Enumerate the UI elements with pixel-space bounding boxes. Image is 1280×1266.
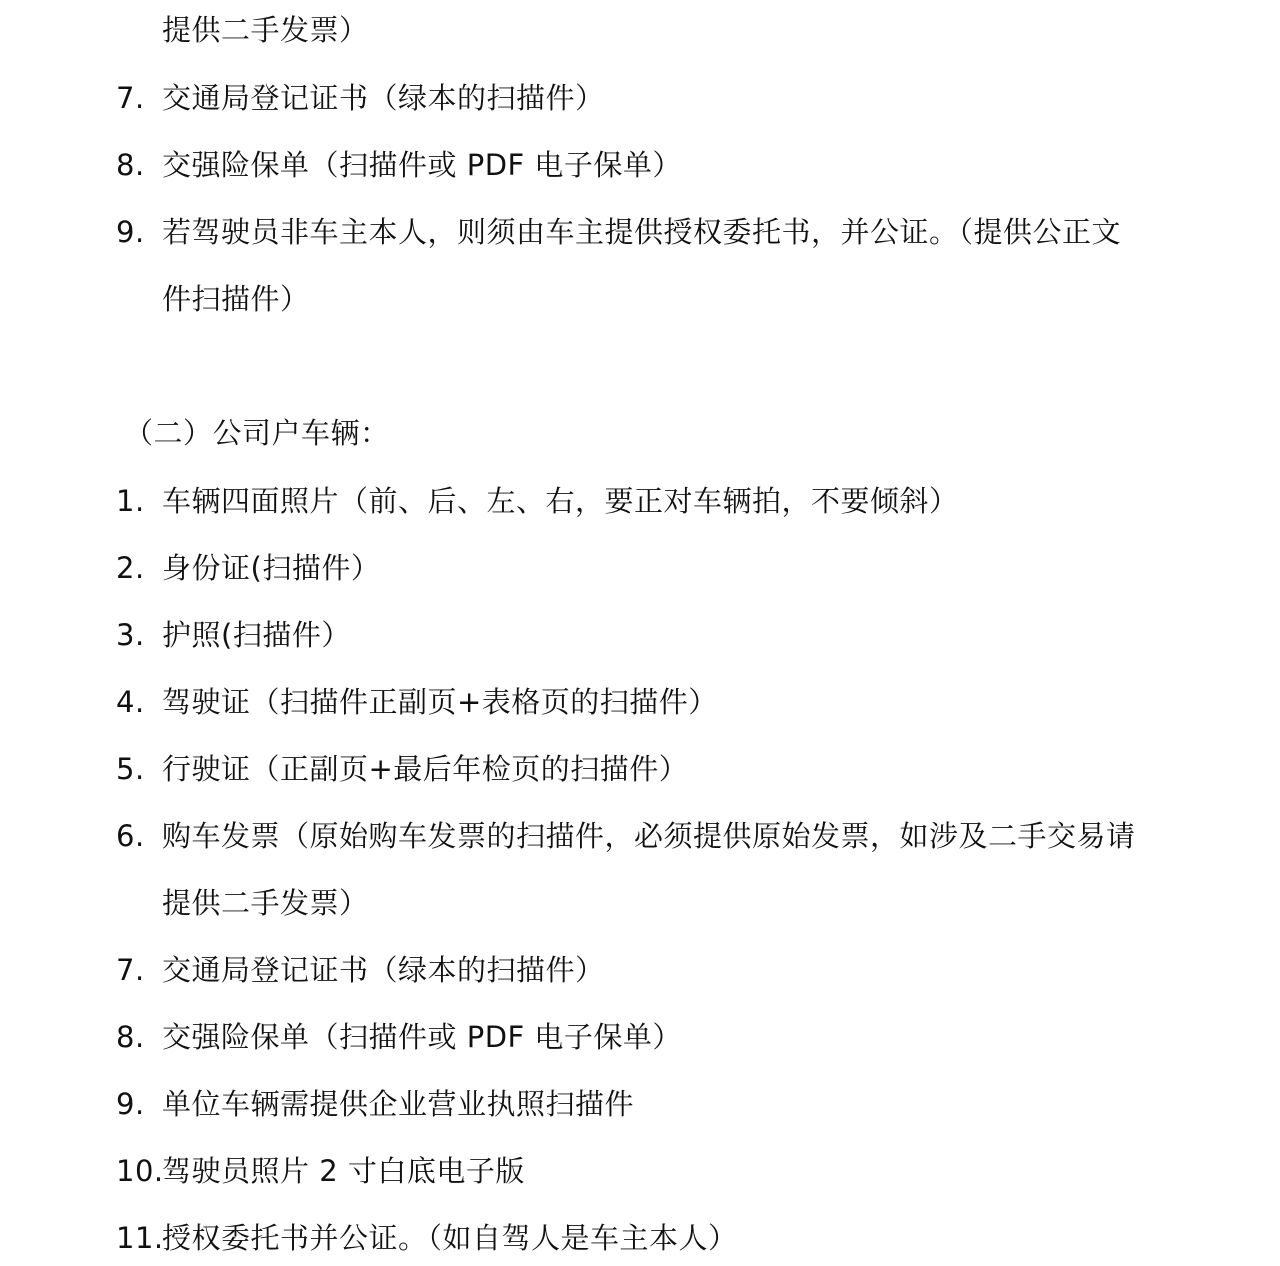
list-item-number: 8. <box>116 1020 145 1054</box>
list-item-number: 3. <box>116 618 145 652</box>
list-item-number: 11. <box>116 1221 164 1255</box>
list-item-number: 7. <box>116 953 145 987</box>
list-item-number: 2. <box>116 551 145 585</box>
list-item-number: 1. <box>116 484 145 518</box>
list-item-text: 驾驶员照片 2 寸白底电子版 <box>162 1154 525 1188</box>
list-item-text: 行驶证（正副页+最后年检页的扫描件） <box>162 752 689 786</box>
list-item-continuation: 件扫描件） <box>162 282 310 316</box>
list-item-continuation: 提供二手发票） <box>162 13 369 47</box>
list-item-number: 9. <box>116 1087 145 1121</box>
list-item-number: 9. <box>116 215 145 249</box>
list-item-text: 身份证(扫描件） <box>162 551 381 585</box>
list-item-text: 单位车辆需提供企业营业执照扫描件 <box>162 1087 635 1121</box>
list-item-continuation: 提供二手发票） <box>162 886 369 920</box>
list-item-number: 5. <box>116 752 145 786</box>
list-item-text: 若驾驶员非车主本人，则须由车主提供授权委托书，并公证。（提供公正文 <box>162 215 1122 249</box>
list-item-number: 10. <box>116 1154 164 1188</box>
section-heading: （二）公司户车辆： <box>124 416 390 450</box>
list-item-text: 交通局登记证书（绿本的扫描件） <box>162 81 605 115</box>
list-item-text: 护照(扫描件） <box>162 618 351 652</box>
list-item-text: 交强险保单（扫描件或 PDF 电子保单） <box>162 148 682 182</box>
list-item-number: 8. <box>116 148 145 182</box>
list-item-number: 7. <box>116 81 145 115</box>
list-item-text: 车辆四面照片（前、后、左、右，要正对车辆拍，不要倾斜） <box>162 484 959 518</box>
list-item-text: 交强险保单（扫描件或 PDF 电子保单） <box>162 1020 682 1054</box>
list-item-text: 授权委托书并公证。（如自驾人是车主本人） <box>162 1221 738 1255</box>
list-item-number: 6. <box>116 819 145 853</box>
list-item-text: 驾驶证（扫描件正副页+表格页的扫描件） <box>162 685 718 719</box>
list-item-number: 4. <box>116 685 145 719</box>
list-item-text: 交通局登记证书（绿本的扫描件） <box>162 953 605 987</box>
list-item-text: 购车发票（原始购车发票的扫描件，必须提供原始发票，如涉及二手交易请 <box>162 819 1136 853</box>
